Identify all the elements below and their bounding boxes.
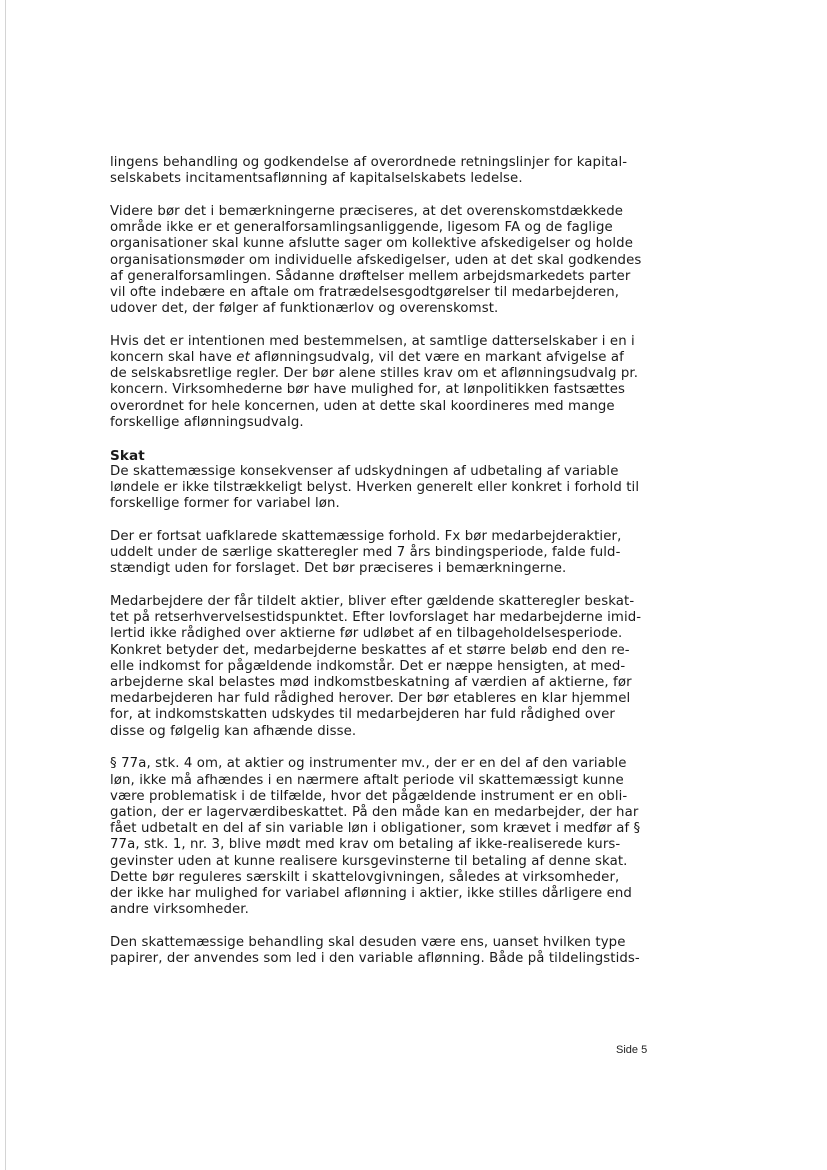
text-line: Medarbejdere der får tildelt aktier, bliver efter gældende skatteregler beskat- [110, 593, 635, 609]
text-line: fået udbetalt en del af sin variable løn i obligationer, som krævet i medfør af § [110, 821, 641, 837]
text-line [110, 334, 680, 350]
text-line: stændigt uden for forslaget. Det bør præciseres i bemærkningerne. [110, 561, 567, 577]
paragraph-6 [110, 594, 680, 740]
text-line [110, 350, 680, 366]
section-heading: Skat [110, 447, 145, 464]
text-line: 77a, stk. 1, nr. 3, blive mødt med krav om betaling af ikke-realiserede kurs- [110, 837, 621, 853]
text-line [110, 366, 680, 382]
text-line: lingens behandling og godkendelse af overordnede retningslinjer for kapital- [110, 155, 628, 170]
text-line: område ikke er et generalforsamlingsanliggende, ligesom FA og de faglige [110, 220, 613, 236]
text-line: lertid ikke rådighed over aktierne før udløbet af en tilbageholdelsesperiode. [110, 626, 623, 642]
emphasis-text: et [236, 350, 250, 366]
text-segment: Hvis det er intentionen med bestemmelsen, at samtlige datterselskaber i en i [110, 333, 635, 349]
text-segment: koncern. Virksomhederne bør have mulighed for, at lønpolitikken fastsættes [110, 382, 626, 398]
text-line [110, 382, 680, 398]
text-segment: overordnet for hele koncernen, uden at dette skal koordineres med mange [110, 398, 615, 414]
text-line: Videre bør det i bemærkningerne præciseres, at det overenskomstdækkede [110, 203, 624, 219]
text-line: tet på retserhvervelsestidspunktet. Efter lovforslaget har medarbejderne imid- [110, 610, 642, 626]
text-line: af generalforsamlingen. Sådanne drøftelser mellem arbejdsmarkedets parter [110, 268, 631, 284]
text-line: være problematisk i de tilfælde, hvor det pågældende instrument er en obli- [110, 788, 628, 804]
text-line: organisationsmøder om individuelle afskedigelser, uden at det skal godkendes [110, 252, 642, 268]
text-line [110, 399, 680, 415]
text-line: der ikke har mulighed for variabel aflønning i aktier, ikke stilles dårligere end [110, 885, 632, 901]
text-segment: koncern skal have [110, 350, 237, 366]
text-segment: aflønningsudvalg, vil det være en markant afvigelse af [249, 350, 624, 366]
text-line: selskabets incitamentsaflønning af kapitalselskabets ledelse. [110, 171, 523, 187]
text-line: løn, ikke må afhændes i en nærmere aftalt periode vil skattemæssigt kunne [110, 772, 624, 788]
text-line: udover det, der følger af funktionærlov og overenskomst. [110, 301, 499, 317]
text-line: Der er fortsat uafklarede skattemæssige forhold. Fx bør medarbejderaktier, [110, 528, 622, 544]
text-line: gevinster uden at kunne realisere kursgevinsterne til betaling af denne skat. [110, 853, 628, 869]
text-line: § 77a, stk. 4 om, at aktier og instrumenter mv., der er en del af den variable [110, 756, 627, 772]
text-line: for, at indkomstskatten udskydes til medarbejderen har fuld rådighed over [110, 707, 615, 723]
text-line: medarbejderen har fuld rådighed herover. Der bør etableres en klar hjemmel [110, 691, 631, 707]
text-line: organisationer skal kunne afslutte sager om kollektive afskedigelser og holde [110, 236, 633, 252]
text-line: De skattemæssige konsekvenser af udskydningen af udbetaling af variable [110, 463, 619, 479]
text-line: Konkret betyder det, medarbejderne beskattes af et større beløb end den re- [110, 642, 630, 658]
text-segment: de selskabsretlige regler. Der bør alene stilles krav om et aflønningsudvalg pr. [110, 366, 639, 382]
paragraph-7 [110, 756, 680, 918]
text-line: arbejderne skal belastes mød indkomstbeskatning af værdien af aktierne, før [110, 674, 632, 690]
text-line: disse og følgelig kan afhænde disse. [110, 723, 357, 739]
paragraph-5 [110, 529, 680, 578]
document-body [110, 155, 680, 984]
paragraph-3 [110, 334, 680, 431]
text-segment: forskellige aflønningsudvalg. [110, 414, 304, 430]
text-line: uddelt under de særlige skatteregler med 7 års bindingsperiode, falde fuld- [110, 545, 621, 561]
text-line: Dette bør reguleres særskilt i skattelovgivningen, således at virksomheder, [110, 869, 620, 885]
paragraph-1 [110, 155, 680, 187]
text-line: elle indkomst for pågældende indkomstår. Det er næppe hensigten, at med- [110, 658, 626, 674]
paragraph-4 [110, 448, 680, 513]
text-line: Den skattemæssige behandling skal desuden være ens, uanset hvilken type [110, 934, 626, 950]
page-edge-line [5, 0, 6, 1170]
text-line: vil ofte indebære en aftale om fratrædelsesgodtgørelser til medarbejderen, [110, 284, 620, 300]
text-line: forskellige former for variabel løn. [110, 496, 340, 512]
text-line [110, 415, 680, 431]
text-line: gation, der er lagerværdibeskattet. På den måde kan en medarbejder, der har [110, 804, 639, 820]
text-line: løndele er ikke tilstrækkeligt belyst. Hverken generelt eller konkret i forhold til [110, 479, 640, 495]
page-number: Side 5 [616, 1044, 648, 1056]
text-line: papirer, der anvendes som led i den variable aflønning. Både på tildelingstids- [110, 951, 640, 967]
paragraph-2 [110, 204, 680, 317]
text-line: andre virksomheder. [110, 902, 249, 918]
paragraph-8 [110, 935, 680, 967]
